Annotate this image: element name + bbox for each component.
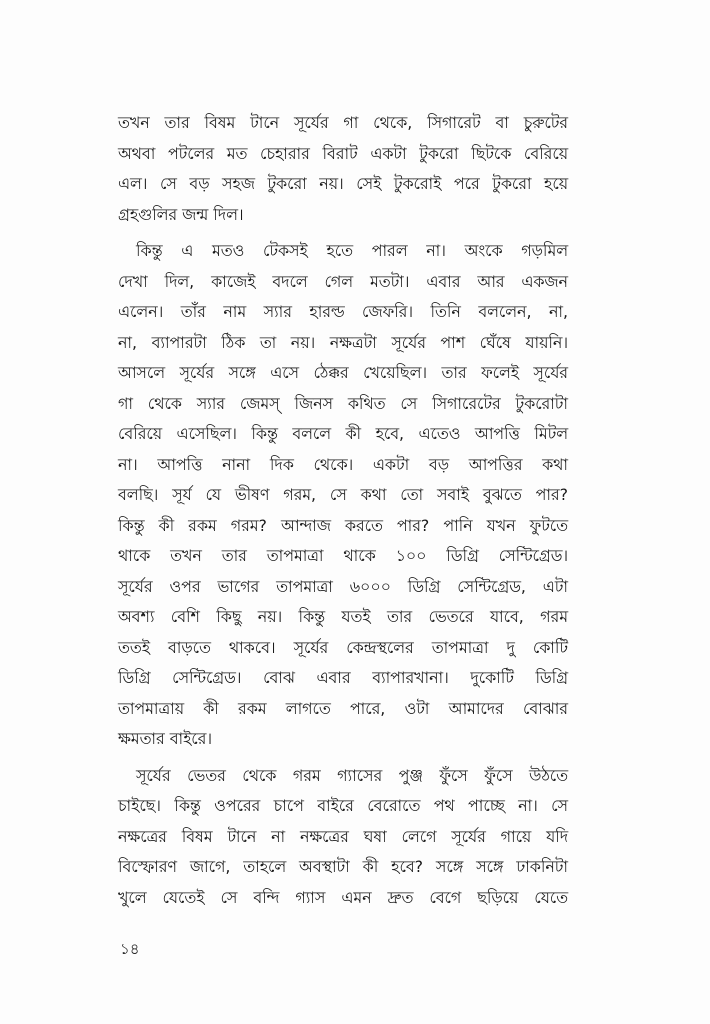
text-line: এলেন। তাঁর নাম স্যার হারল্ড জেফরি। তিনি বললেন, না, bbox=[118, 302, 568, 321]
text-line: না, ব্যাপারটা ঠিক তা নয়। নক্ষত্রটা সূর্যের পাশ ঘেঁষে যায়নি। bbox=[118, 332, 568, 352]
text-line: অথবা পটলের মত চেহারার বিরাট একটা টুকরো ছিটকে বেরিয়ে bbox=[118, 143, 568, 163]
text-line: চাইছে। কিন্তু ওপরের চাপে বাইরে বেরোতে পথ পাচ্ছে না। সে bbox=[118, 796, 568, 815]
text-line: কিন্তু কী রকম গরম? আন্দাজ করতে পার? পানি যখন ফুটতে bbox=[118, 515, 568, 535]
text-line: বিস্ফোরণ জাগে, তাহলে অবস্থাটা কী হবে? সঙ্গে সঙ্গে ঢাকনিটা bbox=[118, 857, 568, 876]
body-text bbox=[118, 108, 568, 913]
text-line: ক্ষমতার বাইরে। bbox=[118, 729, 212, 748]
text-line: গ্রহগুলির জন্ম দিল। bbox=[118, 204, 244, 224]
text-line: নক্ষত্রের বিষম টানে না নক্ষত্রের ঘষা লেগে সূর্যের গায়ে যদি bbox=[118, 826, 568, 846]
text-line: না। আপত্তি নানা দিক থেকে। একটা বড় আপত্তির কথা bbox=[118, 454, 568, 474]
page-number: ১৪ bbox=[120, 940, 140, 958]
text-line: কিন্তু এ মতও টেকসই হতে পারল না। অংকে গড়মিল bbox=[136, 241, 568, 260]
text-line: তাপমাত্রায় কী রকম লাগতে পারে, ওটা আমাদের বোঝার bbox=[118, 698, 568, 718]
text-line: অবশ্য বেশি কিছু নয়। কিন্তু যতই তার ভেতরে যাবে, গরম bbox=[118, 607, 568, 626]
text-line: সূর্যের ওপর ভাগের তাপমাত্রা ৬০০০ ডিগ্রি সেন্টিগ্রেড, এটা bbox=[118, 576, 568, 596]
text-line: ডিগ্রি সেন্টিগ্রেড। বোঝ এবার ব্যাপারখানা। দুকোটি ডিগ্রি bbox=[118, 668, 568, 687]
text-line: আসলে সূর্যের সঙ্গে এসে ঠেক্কর খেয়েছিল। তার ফলেই সূর্যের bbox=[118, 363, 568, 382]
text-line: তখন তার বিষম টানে সূর্যের গা থেকে, সিগারেট বা চুরুটের bbox=[118, 113, 568, 132]
text-line: বেরিয়ে এসেছিল। কিন্তু বললে কী হবে, এতেও আপত্তি মিটল bbox=[118, 424, 568, 443]
text-line: থাকে তখন তার তাপমাত্রা থাকে ১০০ ডিগ্রি সেন্টিগ্রেড। bbox=[118, 546, 568, 565]
text-line: দেখা দিল, কাজেই বদলে গেল মতটা। এবার আর একজন bbox=[118, 271, 568, 291]
text-line: গা থেকে স্যার জেমস্ জিনস কথিত সে সিগারেটের টুকরোটা bbox=[118, 393, 568, 413]
text-line: বলছি। সূর্য যে ভীষণ গরম, সে কথা তো সবাই বুঝতে পার? bbox=[118, 485, 568, 504]
text-line: ততই বাড়তে থাকবে। সূর্যের কেন্দ্রস্থলের তাপমাত্রা দু কোটি bbox=[118, 637, 568, 657]
text-line: খুলে যেতেই সে বন্দি গ্যাস এমন দ্রুত বেগে ছড়িয়ে যেতে bbox=[118, 887, 568, 907]
text-line: সূর্যের ভেতর থেকে গরম গ্যাসের পুঞ্জ ফুঁসে ফুঁসে উঠতে bbox=[136, 765, 568, 785]
text-line: এল। সে বড় সহজ টুকরো নয়। সেই টুকরোই পরে টুকরো হয়ে bbox=[118, 174, 568, 193]
